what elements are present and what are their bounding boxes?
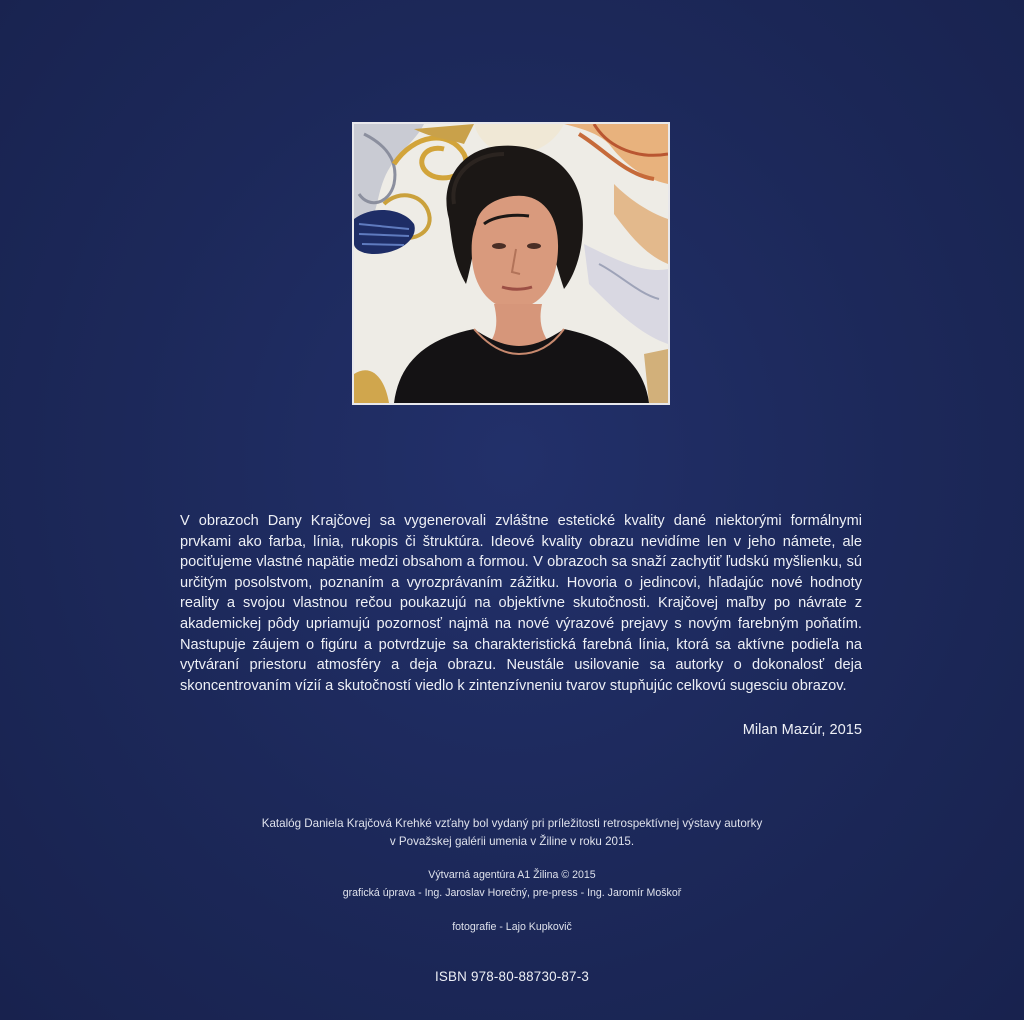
isbn-number: ISBN 978-80-88730-87-3 — [434, 969, 590, 984]
colophon-line-2: v Považskej galérii umenia v Žiline v roku 2015. — [389, 835, 635, 848]
publisher-line: Výtvarná agentúra A1 Žilina © 2015 — [428, 869, 596, 881]
author-portrait — [352, 122, 670, 405]
design-credit-line: grafická úprava - Ing. Jaroslav Horečný, pre-press - Ing. Jaromír Moškoř — [342, 887, 682, 899]
portrait-photo-icon — [354, 124, 668, 403]
essay-text: V obrazoch Dany Krajčovej sa vygenerovali zvláštne estetické kvality dané niektorými formálnymi prvkami ako farba, línia, rukopis či štruktúra. Ideové kvality obrazu nevidíme len v jeho námete, ale pociťujeme vlastné napätie medzi obsahom a formou. V obrazoch sa snaží zachytiť ľudskú myšlienku, sú určitým posolstvom, poznaním a vyrozprávaním zážitku. Hovoria o jedincovi, hľadajúc nové hodnoty reality a svojou vlastnou rečou poukazujú na objektívne skutočnosti. Krajčovej maľby po návrate z akademickej pôdy upriamujú pozornosť najmä na nové výrazové prejavy s novým farebným poňatím. Nastupuje záujem o figúru a potvrdzuje sa charakteristická farebná línia, ktorá sa aktívne podieľa na vytváraní priestoru atmosféry a deja obrazu. Neustále usilovanie sa autorky o dokonalosť deja skoncentrovaním vízií a skutočností viedlo k zintenzívneniu tvarov stupňujúc celkovú sugesciu obrazov. — [180, 513, 862, 694]
photo-credit: fotografie - Lajo Kupkovič — [452, 921, 572, 933]
essay-signature: Milan Mazúr, 2015 — [742, 722, 862, 738]
colophon-line-1: Katalóg Daniela Krajčová Krehké vzťahy bol vydaný pri príležitosti retrospektívnej výstavy autorky — [261, 817, 763, 830]
catalog-colophon — [150, 815, 874, 851]
publisher-credits — [150, 866, 874, 902]
